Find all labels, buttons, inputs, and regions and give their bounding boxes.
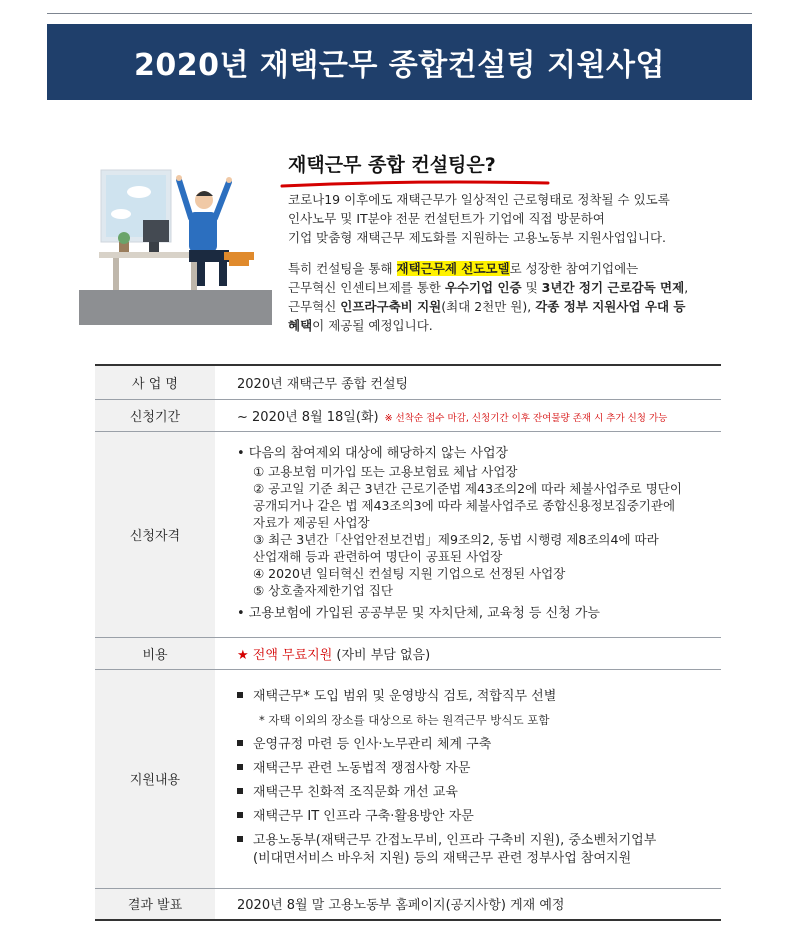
intro-body bbox=[288, 190, 738, 347]
square-bullet-icon bbox=[237, 740, 243, 746]
intro-text-run: 및 bbox=[521, 280, 542, 295]
support-item-text: 고용노동부(재택근무 간접노무비, 인프라 구축비 지원), 중소벤처기업부 bbox=[253, 832, 657, 848]
list-item bbox=[237, 808, 721, 826]
support-item-text: 재택근무* 도입 범위 및 운영방식 검토, 적합직무 선별 bbox=[253, 688, 557, 704]
star-icon: ★ bbox=[237, 647, 249, 663]
list-item bbox=[237, 832, 721, 868]
square-bullet-icon bbox=[237, 764, 243, 770]
intro-text-run: 특히 컨설팅을 통해 bbox=[288, 261, 397, 276]
intro-paragraph-2 bbox=[288, 259, 738, 335]
bold-text: 인프라구축비 지원 bbox=[340, 299, 442, 314]
row-value bbox=[215, 637, 721, 669]
period-text: ~ 2020년 8월 18일(화) bbox=[237, 409, 379, 425]
row-label: 신청기간 bbox=[95, 399, 215, 431]
eligibility-bullet: • 다음의 참여제외 대상에 해당하지 않는 사업장 bbox=[237, 446, 509, 461]
intro-line: 코로나19 이후에도 재택근무가 일상적인 근로형태로 정착될 수 있도록 bbox=[288, 192, 670, 207]
intro-text-run: , bbox=[684, 280, 689, 295]
bold-text: 3년간 정기 근로감독 면제 bbox=[541, 280, 685, 295]
list-item bbox=[237, 760, 721, 778]
eligibility-subitem: ⑤ 상호출자제한기업 집단 bbox=[253, 583, 393, 598]
support-item-note: * 자택 이외의 장소를 대상으로 하는 원격근무 방식도 포함 bbox=[259, 712, 550, 727]
bold-text: 혜택 bbox=[288, 318, 313, 333]
bold-text: 각종 정부 지원사업 우대 등 bbox=[535, 299, 686, 314]
remote-worker-illustration bbox=[79, 152, 272, 325]
intro-text-run: 로 성장한 참여기업에는 bbox=[509, 261, 639, 276]
intro-paragraph-1 bbox=[288, 190, 738, 247]
eligibility-subitem: ② 공고일 기준 최근 3년간 근로기준법 제43조의2에 따라 체불사업주로 명단이 bbox=[253, 481, 682, 496]
list-item bbox=[237, 688, 721, 706]
intro-line: 인사노무 및 IT분야 전문 컨설턴트가 기업에 직접 방문하여 bbox=[288, 211, 605, 226]
highlighted-text: 재택근무제 선도모델 bbox=[396, 261, 510, 276]
eligibility-subitem: ① 고용보험 미가입 또는 고용보험료 체납 사업장 bbox=[253, 464, 518, 479]
square-bullet-icon bbox=[237, 812, 243, 818]
support-item-text: 재택근무 IT 인프라 구축·활용방안 자문 bbox=[253, 808, 474, 824]
program-info-table bbox=[95, 364, 721, 921]
intro-text-run: 근무혁신 인센티브제를 통한 bbox=[288, 280, 445, 295]
row-value bbox=[215, 669, 721, 888]
row-value: 2020년 8월 말 고용노동부 홈페이지(공지사항) 게재 예정 bbox=[237, 898, 565, 914]
support-item-text: (비대면서비스 바우처 지원) 등의 재택근무 관련 정부사업 참여지원 bbox=[253, 850, 632, 866]
row-label: 결과 발표 bbox=[95, 888, 215, 920]
eligibility-bullet: • 고용보험에 가입된 공공부문 및 자치단체, 교육청 등 신청 가능 bbox=[237, 606, 600, 621]
support-item-text: 재택근무 관련 노동법적 쟁점사항 자문 bbox=[253, 760, 471, 776]
eligibility-subitem: 공개되거나 같은 법 제43조의3에 따라 체불사업주로 종합신용정보집중기관에 bbox=[253, 498, 676, 513]
table-row-cost bbox=[95, 637, 721, 669]
eligibility-subitem: ④ 2020년 일터혁신 컨설팅 지원 기업으로 선정된 사업장 bbox=[253, 566, 566, 581]
eligibility-subitem: 산업재해 등과 관련하여 명단이 공표된 사업장 bbox=[253, 549, 503, 564]
cost-note: (자비 부담 없음) bbox=[336, 647, 431, 663]
row-value bbox=[215, 431, 721, 637]
intro-text-run: 이 제공될 예정입니다. bbox=[312, 318, 433, 333]
table-row-support-content bbox=[95, 669, 721, 888]
heading-underline bbox=[280, 180, 550, 188]
intro-text-run: (최대 2천만 원), bbox=[441, 299, 536, 314]
square-bullet-icon bbox=[237, 836, 243, 842]
intro-heading: 재택근무 종합 컨설팅은? bbox=[288, 154, 496, 176]
period-note: ※ 선착순 접수 마감, 신청기간 이후 잔여물량 존재 시 추가 신청 가능 bbox=[384, 412, 668, 424]
list-item bbox=[237, 784, 721, 802]
top-divider bbox=[47, 13, 752, 14]
eligibility-subitem: ③ 최근 3년간「산업안전보건법」제9조의2, 동법 시행령 제8조의4에 따라 bbox=[253, 532, 659, 547]
table-row-program-name bbox=[95, 365, 721, 399]
table-row-eligibility bbox=[95, 431, 721, 637]
row-label: 비용 bbox=[95, 637, 215, 669]
row-label: 신청자격 bbox=[95, 431, 215, 637]
support-item-text: 재택근무 친화적 조직문화 개선 교육 bbox=[253, 784, 458, 800]
intro-line: 기업 맞춤형 재택근무 제도화를 지원하는 고용노동부 지원사업입니다. bbox=[288, 230, 666, 245]
bold-text: 우수기업 인증 bbox=[444, 280, 522, 295]
intro-text-run: 근무혁신 bbox=[288, 299, 341, 314]
free-support-text: 전액 무료지원 bbox=[252, 647, 333, 663]
table-row-application-period bbox=[95, 399, 721, 431]
support-item-text: 운영규정 마련 등 인사·노무관리 체계 구축 bbox=[253, 736, 492, 752]
list-item bbox=[237, 736, 721, 754]
square-bullet-icon bbox=[237, 692, 243, 698]
row-value: 2020년 재택근무 종합 컨설팅 bbox=[237, 376, 409, 392]
table-row-result-announcement bbox=[95, 888, 721, 920]
square-bullet-icon bbox=[237, 788, 243, 794]
page-title: 2020년 재택근무 종합컨설팅 지원사업 bbox=[133, 48, 666, 83]
page-title-banner bbox=[47, 24, 752, 100]
eligibility-subitem: 자료가 제공된 사업장 bbox=[253, 515, 370, 530]
row-label: 지원내용 bbox=[95, 669, 215, 888]
row-value bbox=[215, 399, 721, 431]
row-label: 사 업 명 bbox=[95, 365, 215, 399]
